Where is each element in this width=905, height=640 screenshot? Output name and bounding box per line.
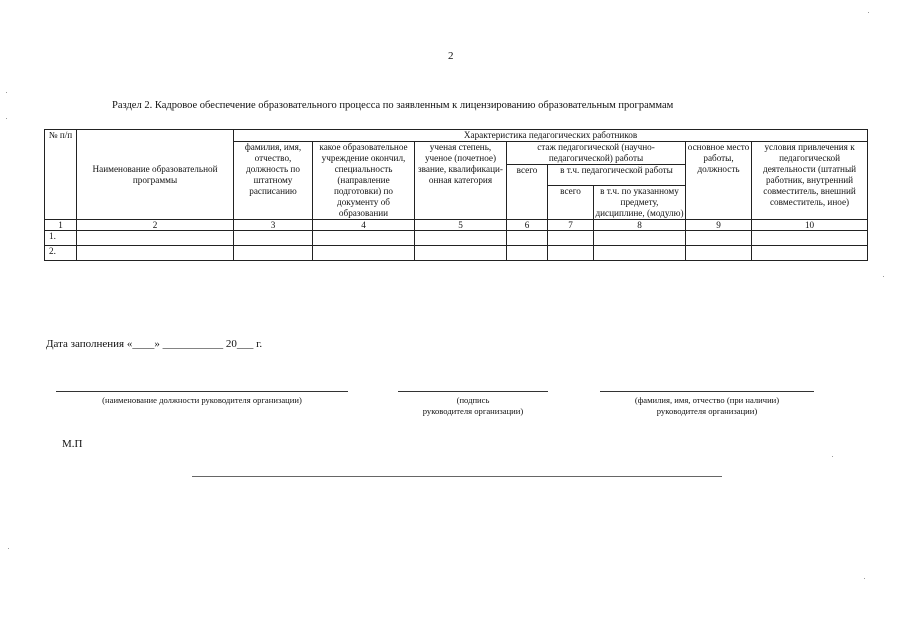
scan-speck (864, 578, 865, 579)
signature-caption (375, 395, 571, 416)
row-label: 1. (45, 231, 77, 246)
table-cell[interactable] (234, 231, 313, 246)
scan-speck (6, 118, 7, 119)
col-exp-total-header: всего (507, 165, 548, 220)
row-label: 2. (45, 246, 77, 261)
exp-incl-header: в т.ч. педагогической работы (548, 165, 686, 186)
col-program-header: Наименование образовательной программы (77, 130, 234, 220)
scan-speck (868, 12, 869, 13)
column-number: 8 (594, 220, 686, 231)
column-number: 5 (415, 220, 507, 231)
table-cell[interactable] (313, 246, 415, 261)
table-cell[interactable] (752, 231, 868, 246)
table-cell[interactable] (77, 246, 234, 261)
experience-header: стаж педагогической (научно-педагогической) работы (507, 142, 686, 165)
col-main-place-header: основное место работы, должность (686, 142, 752, 220)
group-header: Характеристика педагогических работников (234, 130, 868, 142)
fio-caption-line-2: руководителя организации) (656, 405, 758, 416)
table-cell[interactable] (686, 231, 752, 246)
position-caption: (наименование должности руководителя организации) (102, 395, 302, 405)
column-number: 4 (313, 220, 415, 231)
bottom-rule (192, 476, 722, 477)
column-number: 3 (234, 220, 313, 231)
table-cell[interactable] (415, 246, 507, 261)
table-cell[interactable] (548, 231, 594, 246)
column-number: 7 (548, 220, 594, 231)
table-row (45, 246, 868, 261)
table-cell[interactable] (752, 246, 868, 261)
section-title: Раздел 2. Кадровое обеспечение образовательного процесса по заявленным к лицензированию образовательным программам (112, 100, 674, 111)
position-signature-line[interactable] (56, 391, 348, 392)
scan-speck (832, 456, 833, 457)
column-number: 1 (45, 220, 77, 231)
col-ped-subject-header: в т.ч. по указанному предмету, дисциплине, (модулю) (595, 186, 684, 219)
scan-speck (8, 548, 9, 549)
fio-caption (590, 395, 824, 416)
scan-speck (6, 92, 7, 93)
table-cell[interactable] (313, 231, 415, 246)
table-cell[interactable] (234, 246, 313, 261)
column-number: 9 (686, 220, 752, 231)
signature-caption-line-2: руководителя организации) (422, 405, 524, 416)
col-name-header: фамилия, имя, отчество, должность по штатному расписанию (234, 142, 313, 220)
table-cell[interactable] (594, 246, 686, 261)
table-cell[interactable] (686, 246, 752, 261)
page-number: 2 (448, 50, 454, 62)
stamp-place: М.П (62, 438, 83, 450)
table-cell[interactable] (507, 231, 548, 246)
col-degree-header: ученая степень, ученое (почетное) звание, квалификаци-онная категория (415, 142, 507, 220)
table-cell[interactable] (507, 246, 548, 261)
table-cell[interactable] (77, 231, 234, 246)
col-ped-total-header: всего (548, 186, 594, 220)
fio-signature-line[interactable] (600, 391, 814, 392)
col-conditions-header: условия привлечения к педагогической деятельности (штатный работник, внутренний совместитель, внешний совместитель, иное) (752, 142, 868, 220)
table-cell[interactable] (415, 231, 507, 246)
staff-table (44, 129, 868, 261)
fill-date-line: Дата заполнения «____» ___________ 20___ г. (46, 338, 263, 350)
column-number: 6 (507, 220, 548, 231)
signature-caption-line-1: (подпись (456, 395, 490, 405)
table-cell[interactable] (594, 231, 686, 246)
col-num-header: № п/п (45, 130, 77, 220)
column-number: 2 (77, 220, 234, 231)
col-education-header: какое образовательное учреждение окончил, специальность (направление подготовки) по документу об образовании (313, 142, 415, 220)
scan-speck (883, 276, 884, 277)
table-cell[interactable] (548, 246, 594, 261)
table-row (45, 231, 868, 246)
fio-caption-line-1: (фамилия, имя, отчество (при наличии) (634, 395, 780, 405)
column-number: 10 (752, 220, 868, 231)
signature-line[interactable] (398, 391, 548, 392)
